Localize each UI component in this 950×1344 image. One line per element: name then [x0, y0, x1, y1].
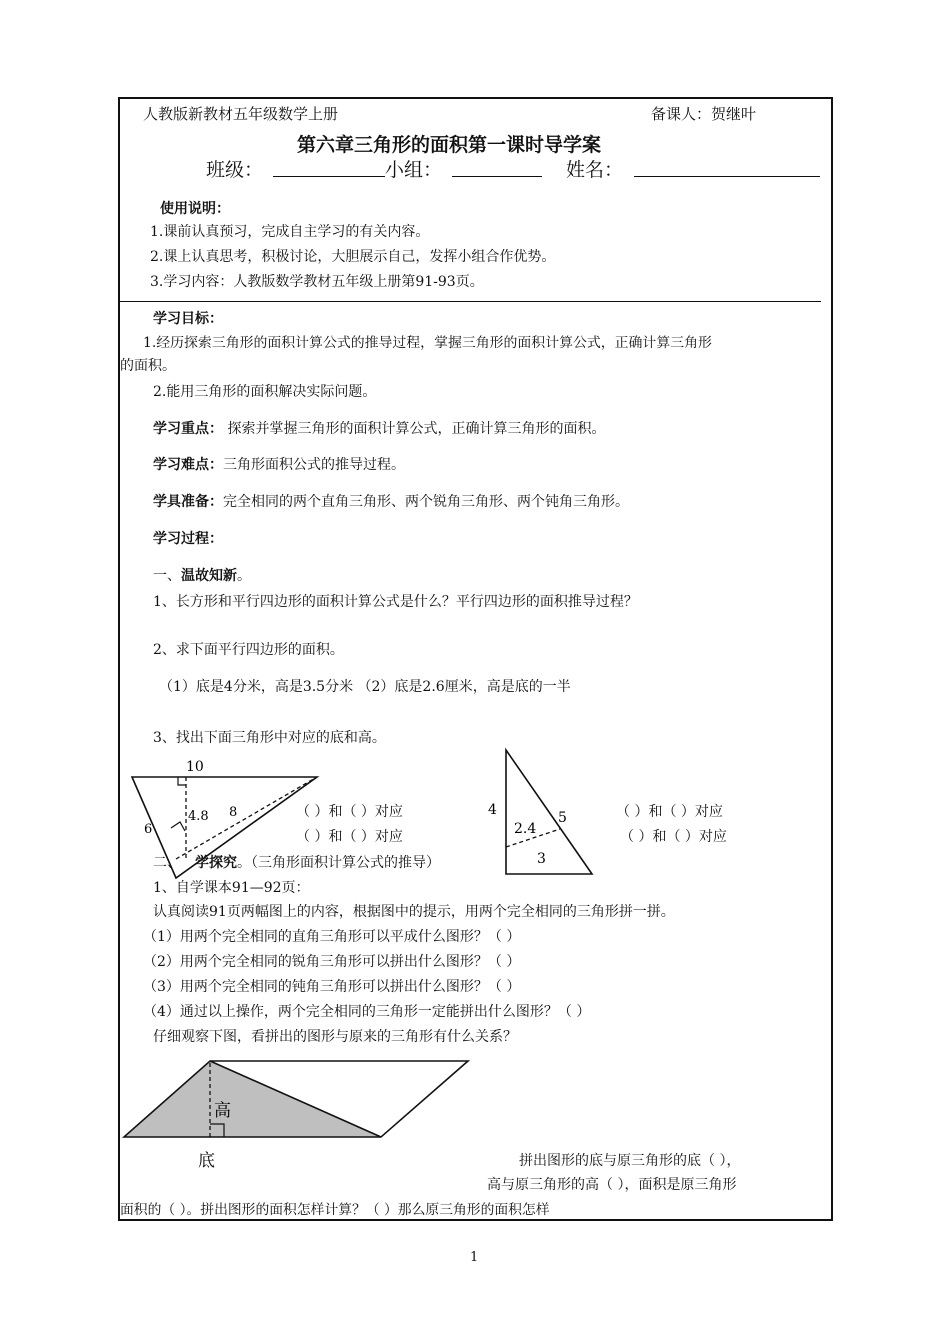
process-heading: 学习过程：: [153, 531, 223, 547]
tri2-label-left: 4: [488, 802, 497, 818]
tri2-answer-1: （ ）和（ ）对应: [616, 804, 723, 820]
page-number: 1: [470, 1250, 479, 1265]
tools-text: 完全相同的两个直角三角形、两个锐角三角形、两个钝角三角形。: [223, 494, 629, 510]
explore-observe: 仔细观察下图，看拼出的图形与原来的三角形有什么关系？: [153, 1029, 517, 1045]
usage-heading: 使用说明：: [160, 201, 230, 217]
review-q2-sub: （1）底是4分米，高是3.5分米 （2）底是2.6厘米，高是底的一半: [159, 679, 571, 695]
usage-item-3: 3.学习内容：人教版数学教材五年级上册第91-93页。: [150, 274, 484, 290]
review-heading: [153, 565, 251, 585]
review-heading-text: 温故知新: [181, 568, 237, 584]
review-q3: 3、找出下面三角形中对应的底和高。: [153, 730, 386, 746]
tri2-label-height: 2.4: [514, 821, 537, 837]
relation-1: 拼出图形的底与原三角形的底（ ），: [519, 1153, 741, 1169]
tri1-label-top: 10: [186, 759, 204, 775]
tri1-answer-1: （ ）和（ ）对应: [296, 804, 403, 820]
goal-2: 2.能用三角形的面积解决实际问题。: [153, 384, 377, 400]
difficulty-text: 三角形面积公式的推导过程。: [223, 457, 405, 473]
key-points-label: 学习重点：: [153, 421, 223, 437]
group-label: 小组：: [385, 159, 443, 181]
group-field[interactable]: [452, 156, 542, 177]
tools: [153, 491, 629, 511]
tri1-label-side: 8: [229, 805, 238, 820]
goals-heading: 学习目标：: [153, 311, 223, 327]
name-field[interactable]: [634, 156, 820, 177]
explore-heading: [153, 852, 440, 872]
goal-1b: 的面积。: [120, 358, 176, 374]
explore-step-1-desc: 认真阅读91页两幅图上的内容，根据图中的提示，用两个完全相同的三角形拼一拼。: [153, 904, 675, 920]
tri1-label-height: 4.8: [188, 809, 209, 824]
tri1-label-left: 6: [144, 822, 153, 837]
difficulty: [153, 454, 405, 474]
tools-label: 学具准备：: [153, 494, 223, 510]
review-heading-num: 一、: [153, 568, 181, 584]
relation-3: 面积的（ ）。拼出图形的面积怎样计算？（ ）那么原三角形的面积怎样: [120, 1202, 550, 1218]
explore-q4: （4）通过以上操作，两个完全相同的三角形一定能拼出什么图形？（ ）: [143, 1004, 591, 1020]
explore-heading-num: 二、: [153, 855, 181, 871]
name-label: 姓名：: [566, 159, 624, 181]
fig-base-label: 底: [198, 1151, 215, 1171]
goal-1a: 1.经历探索三角形的面积计算公式的推导过程，掌握三角形的面积计算公式，正确计算三角形: [143, 335, 712, 351]
explore-q1: （1）用两个完全相同的直角三角形可以平成什么图形？（ ）: [143, 929, 521, 945]
explore-heading-note: 。（三角形面积计算公式的推导）: [237, 855, 440, 871]
explore-heading-text: 学探究: [195, 855, 237, 871]
difficulty-label: 学习难点：: [153, 457, 223, 473]
review-q2: 2、求下面平行四边形的面积。: [153, 642, 344, 658]
review-q1: 1、长方形和平行四边形的面积计算公式是什么？平行四边形的面积推导过程？: [153, 594, 638, 610]
explore-q3: （3）用两个完全相同的钝角三角形可以拼出什么图形？（ ）: [143, 979, 521, 995]
parallelogram-figure: [120, 1058, 472, 1142]
tri2-label-hyp: 5: [558, 810, 567, 826]
tri1-answer-2: （ ）和（ ）对应: [296, 829, 403, 845]
explore-q2: （2）用两个完全相同的锐角三角形可以拼出什么图形？（ ）: [143, 954, 521, 970]
class-field[interactable]: [273, 156, 385, 177]
tri2-label-bottom: 3: [537, 851, 546, 867]
page-title: 第六章三角形的面积第一课时导学案: [297, 134, 602, 156]
preparer: 备课人：贺继叶: [651, 105, 757, 123]
usage-item-2: 2.课上认真思考，积极讨论，大胆展示自己，发挥小组合作优势。: [150, 249, 556, 265]
fig-height-label: 高: [214, 1101, 231, 1121]
review-heading-end: 。: [237, 568, 251, 584]
explore-step-1: 1、自学课本91—92页：: [153, 880, 310, 896]
tri2-answer-2: （ ）和（ ）对应: [620, 829, 727, 845]
triangle-2-figure: [486, 747, 598, 877]
book-title: 人教版新教材五年级数学上册: [143, 105, 339, 123]
usage-item-1: 1.课前认真预习，完成自主学习的有关内容。: [150, 224, 430, 240]
class-label: 班级：: [206, 159, 264, 181]
section-divider: [118, 301, 821, 302]
key-points: [153, 418, 605, 438]
key-points-text: 探索并掌握三角形的面积计算公式，正确计算三角形的面积。: [223, 421, 606, 437]
relation-2: 高与原三角形的高（ ），面积是原三角形: [487, 1177, 737, 1193]
